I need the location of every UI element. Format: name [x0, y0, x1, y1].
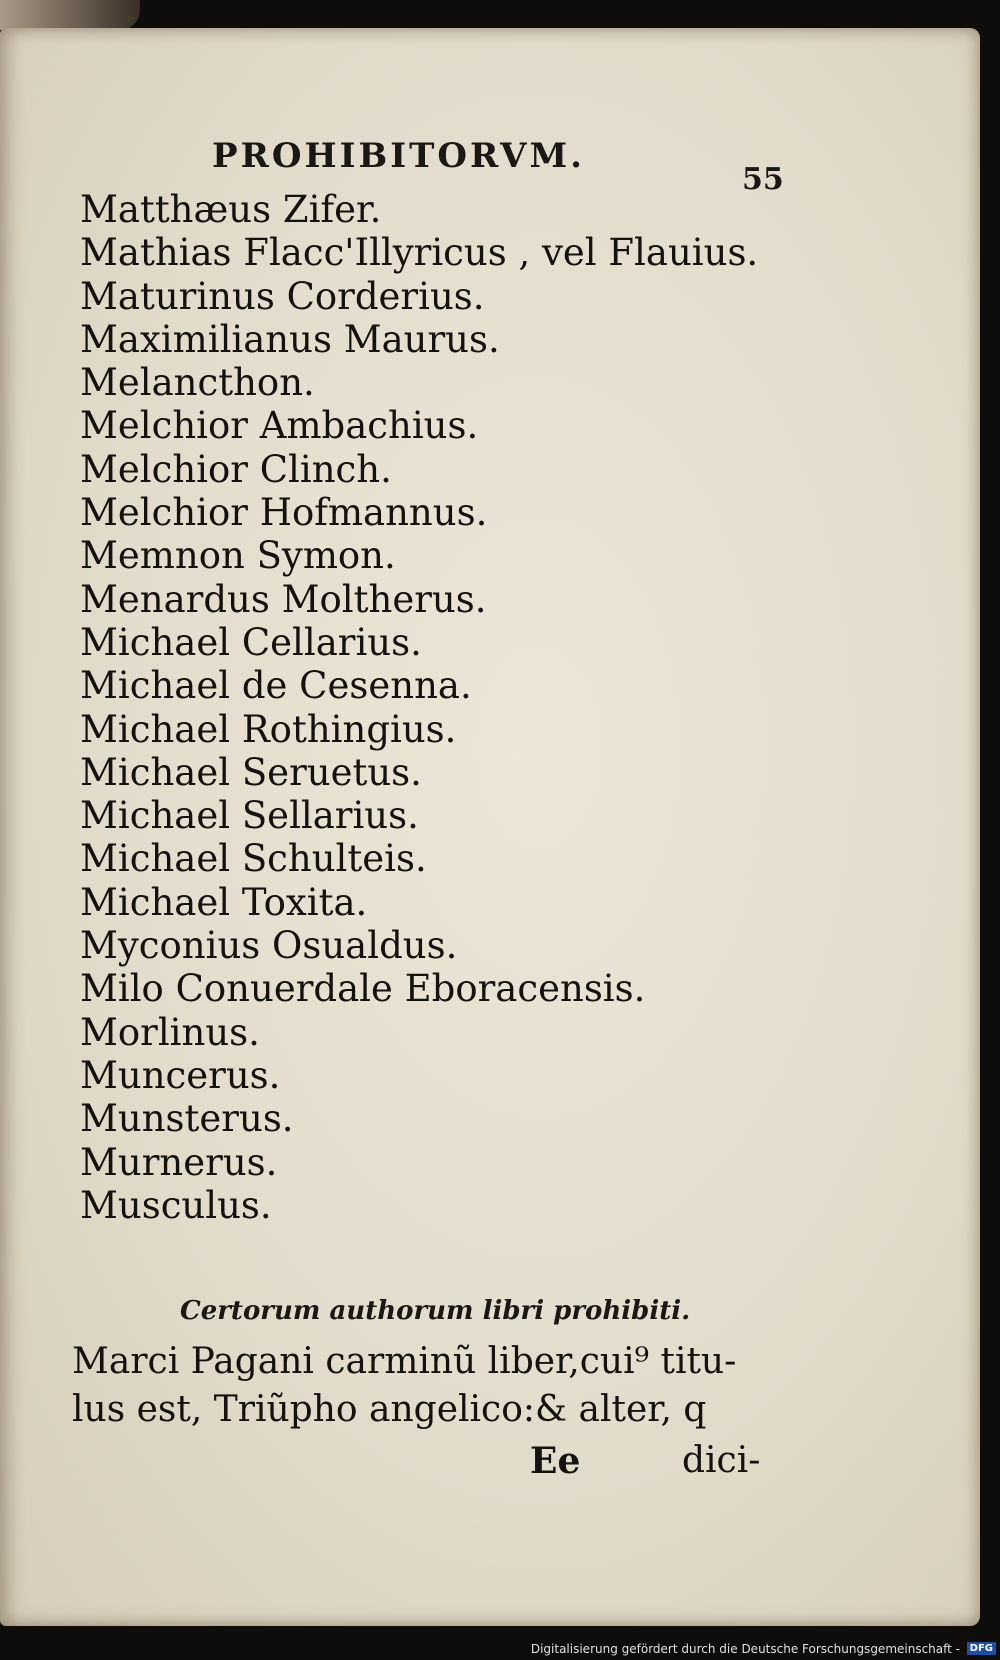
list-item: Melchior Clinch.: [80, 447, 392, 491]
footer-credit: Digitalisierung gefördert durch die Deutsche Forschungsgemeinschaft -: [530, 1642, 960, 1656]
list-item: Myconius Osualdus.: [80, 924, 458, 968]
paragraph-line: Marci Pagani carminũ liber,cui⁹ titu-: [72, 1341, 737, 1382]
list-item: Michael Schulteis.: [80, 837, 427, 881]
list-item: Milo Conuerdale Eboracensis.: [80, 967, 646, 1011]
section-heading: Certorum authorum libri prohibiti.: [180, 1296, 691, 1326]
list-item: Michael Sellarius.: [80, 794, 419, 838]
dfg-logo-icon: DFG: [967, 1642, 996, 1655]
list-item: Menardus Moltherus.: [80, 577, 487, 621]
list-item: Morlinus.: [80, 1010, 260, 1054]
running-head: PROHIBITORVM.: [212, 136, 585, 176]
list-item: Michael Toxita.: [80, 880, 368, 924]
list-item: Michael de Cesenna.: [80, 664, 472, 708]
footer-bar: [0, 1640, 1000, 1660]
list-item: Michael Seruetus.: [80, 750, 422, 794]
page-number: 55: [742, 162, 784, 197]
signature-mark: Ee: [530, 1440, 581, 1482]
book-page: [0, 28, 980, 1626]
body-paragraph: [72, 1338, 772, 1434]
list-item: Michael Rothingius.: [80, 707, 457, 751]
page-header: [0, 136, 980, 197]
list-item: Memnon Symon.: [80, 534, 396, 578]
list-item: Michael Cellarius.: [80, 620, 422, 664]
list-item: Melchior Hofmannus.: [80, 491, 488, 535]
list-item: Mathias Flacc'Illyricus , vel Flauius.: [80, 231, 759, 275]
paragraph-line: lus est, Triũpho angelico:& alter, q: [72, 1389, 707, 1430]
book-spine-edge: [0, 0, 140, 30]
list-item: Melchior Ambachius.: [80, 404, 479, 448]
list-item: Melancthon.: [80, 361, 315, 405]
list-item: Musculus.: [80, 1183, 272, 1227]
list-item: Murnerus.: [80, 1140, 278, 1184]
list-item: Matthæus Zifer.: [80, 188, 382, 231]
author-list: [80, 188, 758, 1227]
list-item: Maximilianus Maurus.: [80, 317, 500, 361]
list-item: Munsterus.: [80, 1097, 294, 1141]
list-item: Maturinus Corderius.: [80, 274, 485, 318]
catchword: dici-: [682, 1440, 761, 1481]
list-item: Muncerus.: [80, 1053, 281, 1097]
